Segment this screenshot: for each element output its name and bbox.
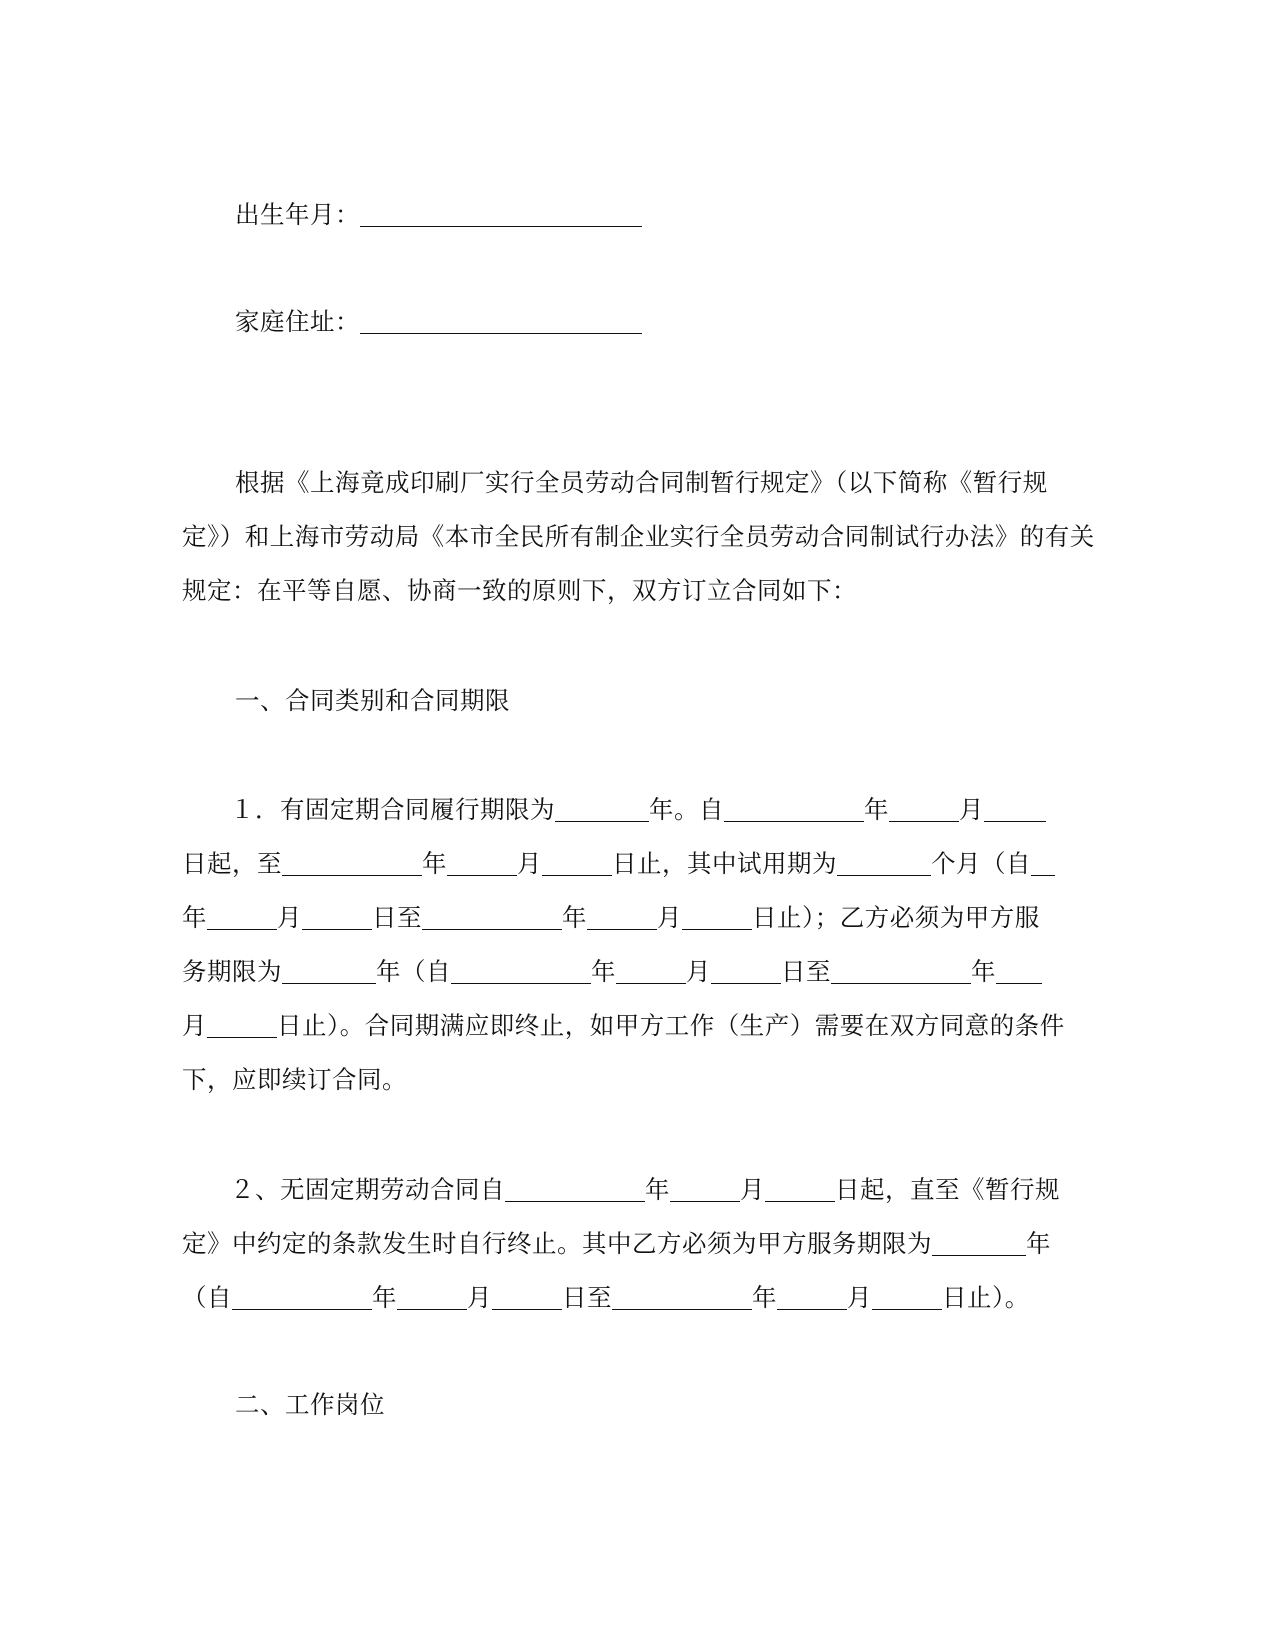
clause-1-line-2: 日起，至 年 月 日止，其中试用期为 个月（自 xyxy=(182,849,1062,879)
clause-1-line-1: １．有固定期合同履行期限为 年。自 年 月 xyxy=(230,795,1062,825)
blank[interactable] xyxy=(207,1015,277,1038)
blank[interactable] xyxy=(207,907,277,930)
birth-date-row xyxy=(235,200,1115,230)
clause-1-line-4: 务期限为 年（自 年 月 日至 年 xyxy=(182,957,1062,987)
blank[interactable] xyxy=(505,1179,645,1202)
preamble-line-3: 规定：在平等自愿、协商一致的原则下，双方订立合同如下： xyxy=(182,576,857,605)
blank[interactable] xyxy=(447,853,517,876)
blank[interactable] xyxy=(542,853,612,876)
blank[interactable] xyxy=(492,1287,562,1310)
blank[interactable] xyxy=(612,1287,752,1310)
clause-1-line-6: 下，应即续订合同。 xyxy=(182,1065,407,1094)
blank[interactable] xyxy=(670,1179,740,1202)
blank[interactable] xyxy=(889,799,959,822)
birth-date-blank[interactable] xyxy=(360,202,642,227)
blank[interactable] xyxy=(282,853,422,876)
blank[interactable] xyxy=(397,1287,467,1310)
home-address-row xyxy=(235,307,1115,337)
birth-date-label: 出生年月： xyxy=(235,200,360,229)
clause-2-line-2: 定》中约定的条款发生时自行终止。其中乙方必须为甲方服务期限为 年 xyxy=(182,1229,1051,1258)
clause-2-line-1: ２、无固定期劳动合同自 年 月 日起，直至《暂行规 xyxy=(230,1175,1060,1204)
blank[interactable] xyxy=(616,961,686,984)
preamble-line-1: 根据《上海竟成印刷厂实行全员劳动合同制暂行规定》（以下简称《暂行规 xyxy=(235,468,1048,497)
blank[interactable] xyxy=(232,1287,372,1310)
blank[interactable] xyxy=(422,907,562,930)
clause-1-line-3: 年 月 日至 年 月 日止）；乙方必须为甲方服 xyxy=(182,903,1040,932)
clause-2-line-3: （自 年 月 日至 年 月 日止）。 xyxy=(182,1283,1030,1312)
blank[interactable] xyxy=(451,961,591,984)
blank[interactable] xyxy=(1031,853,1055,876)
blank[interactable] xyxy=(724,799,864,822)
home-address-label: 家庭住址： xyxy=(235,307,360,336)
blank[interactable] xyxy=(831,961,971,984)
blank[interactable] xyxy=(872,1287,942,1310)
blank[interactable] xyxy=(282,961,376,984)
blank[interactable] xyxy=(711,961,781,984)
section-1-heading: 一、合同类别和合同期限 xyxy=(235,686,510,715)
blank[interactable] xyxy=(682,907,752,930)
blank[interactable] xyxy=(996,961,1042,984)
blank[interactable] xyxy=(932,1233,1026,1256)
blank[interactable] xyxy=(837,853,931,876)
blank[interactable] xyxy=(765,1179,835,1202)
blank[interactable] xyxy=(302,907,372,930)
clause-1-line-5: 月 日止）。合同期满应即终止，如甲方工作（生产）需要在双方同意的条件 xyxy=(182,1011,1065,1040)
blank[interactable] xyxy=(984,799,1046,822)
blank[interactable] xyxy=(555,799,649,822)
blank[interactable] xyxy=(777,1287,847,1310)
section-2-heading: 二、工作岗位 xyxy=(235,1390,385,1419)
blank[interactable] xyxy=(587,907,657,930)
preamble-line-2: 定》）和上海市劳动局《本市全民所有制企业实行全员劳动合同制试行办法》的有关 xyxy=(182,522,1095,551)
home-address-blank[interactable] xyxy=(360,309,642,334)
